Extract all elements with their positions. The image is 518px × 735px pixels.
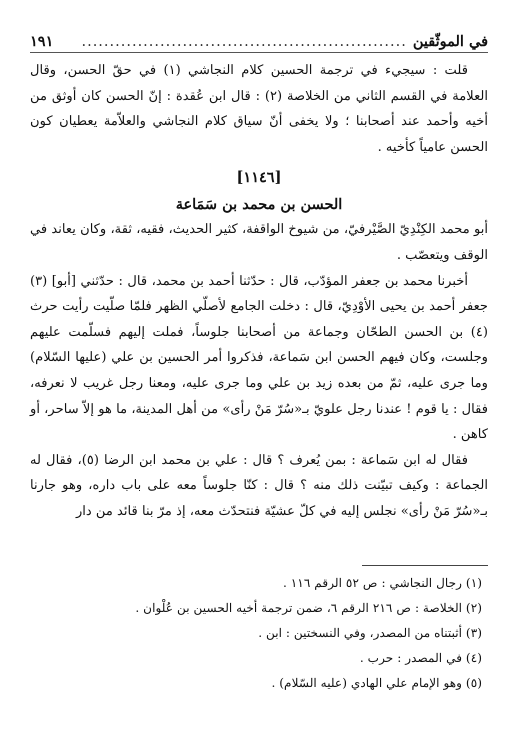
main-text (30, 58, 488, 525)
footnote-2: (٢) الخلاصة : ص ٢١٦ الرقم ٦، ضمن ترجمة أخيه الحسين بن عُلْوان . (135, 601, 482, 615)
entry-title: الحسن بن محمد بن سَمَاعة (175, 196, 343, 214)
running-title: في الموثّقين (412, 33, 488, 50)
running-header (30, 24, 488, 50)
paragraph-4: فقال له ابن سَماعة : بمن يُعرف ؟ قال : علي بن محمد ابن الرضا (٥)، فقال له الجماعة : وكيف تبيّنت ذلك منه ؟ قال : كنّا جلوساً معه على باب داره، وهو جارنا بـ«سُرّ مَنْ رأى» نجلس إليه في كلّ عشيّة فنتحدّث معه، إذ مرّ بنا قائد من دار (30, 452, 488, 519)
header-leader-dots: .......................................................... (81, 34, 407, 50)
footnote-1: (١) رجال النجاشي : ص ٥٢ الرقم ١١٦ . (283, 576, 482, 590)
footnote-4: (٤) في المصدر : حرب . (359, 651, 482, 665)
paragraph-1: قلت : سيجيء في ترجمة الحسين كلام النجاشي (١) في حقّ الحسن، وقال العلامة في القسم الثاني من الخلاصة (٢) : قال ابن عُقدة : إنّ الحسن كان أوثق من أخيه وأحمد عند أصحابنا ؛ ولا يخفى أنّ سياق كلام النجاشي والعلاّمة يعطيان كون الحسن عامياً كأخيه . (30, 63, 489, 155)
footnote-3: (٣) أثبتناه من المصدر، وفي النسختين : ابن . (258, 626, 482, 640)
page-number: ١٩١ (30, 33, 54, 50)
footnote-5: (٥) وهو الإمام علي الهادي (عليه السّلام) . (271, 676, 482, 690)
header-rule (30, 52, 488, 53)
footnotes (30, 571, 482, 696)
paragraph-2: أبو محمد الكِنْدِيّ الصَّيْرفيّ، من شيوخ الواقفة، كثير الحديث، فقيه، ثقة، وكان يعاند في الوقف ويتعصّب . (30, 222, 488, 263)
footnote-rule (362, 565, 488, 566)
entry-number: [١١٤٦] (236, 169, 282, 187)
paragraph-3: أخبرنا محمد بن جعفر المؤدّب، قال : حدّثنا أحمد بن محمد، قال : حدّثني [أبو] (٣) جعفر أحمد بن يحيى الأوْدِيّ، قال : دخلت الجامع لأصلّي الظهر فلمّا صلّيت رأيت حرث (٤) بن الحسن الطحّان وجماعة من أصحابنا جلوساً، فملت إليهم فسلّمت عليهم وجلست، وكان فيهم الحسن ابن سَماعة، فذكروا أمر الحسين بن علي (عليها السّلام) وما جرى عليه، ثمّ من بعده زيد بن علي وما جرى عليه، ومعنا رجل غريب لا نعرفه، فقال : يا قوم ! عندنا رجل علويّ بـ«سُرّ مَنْ رأى» من أهل المدينة، ما هو إلاّ ساحر، أو كاهن . (30, 273, 488, 443)
